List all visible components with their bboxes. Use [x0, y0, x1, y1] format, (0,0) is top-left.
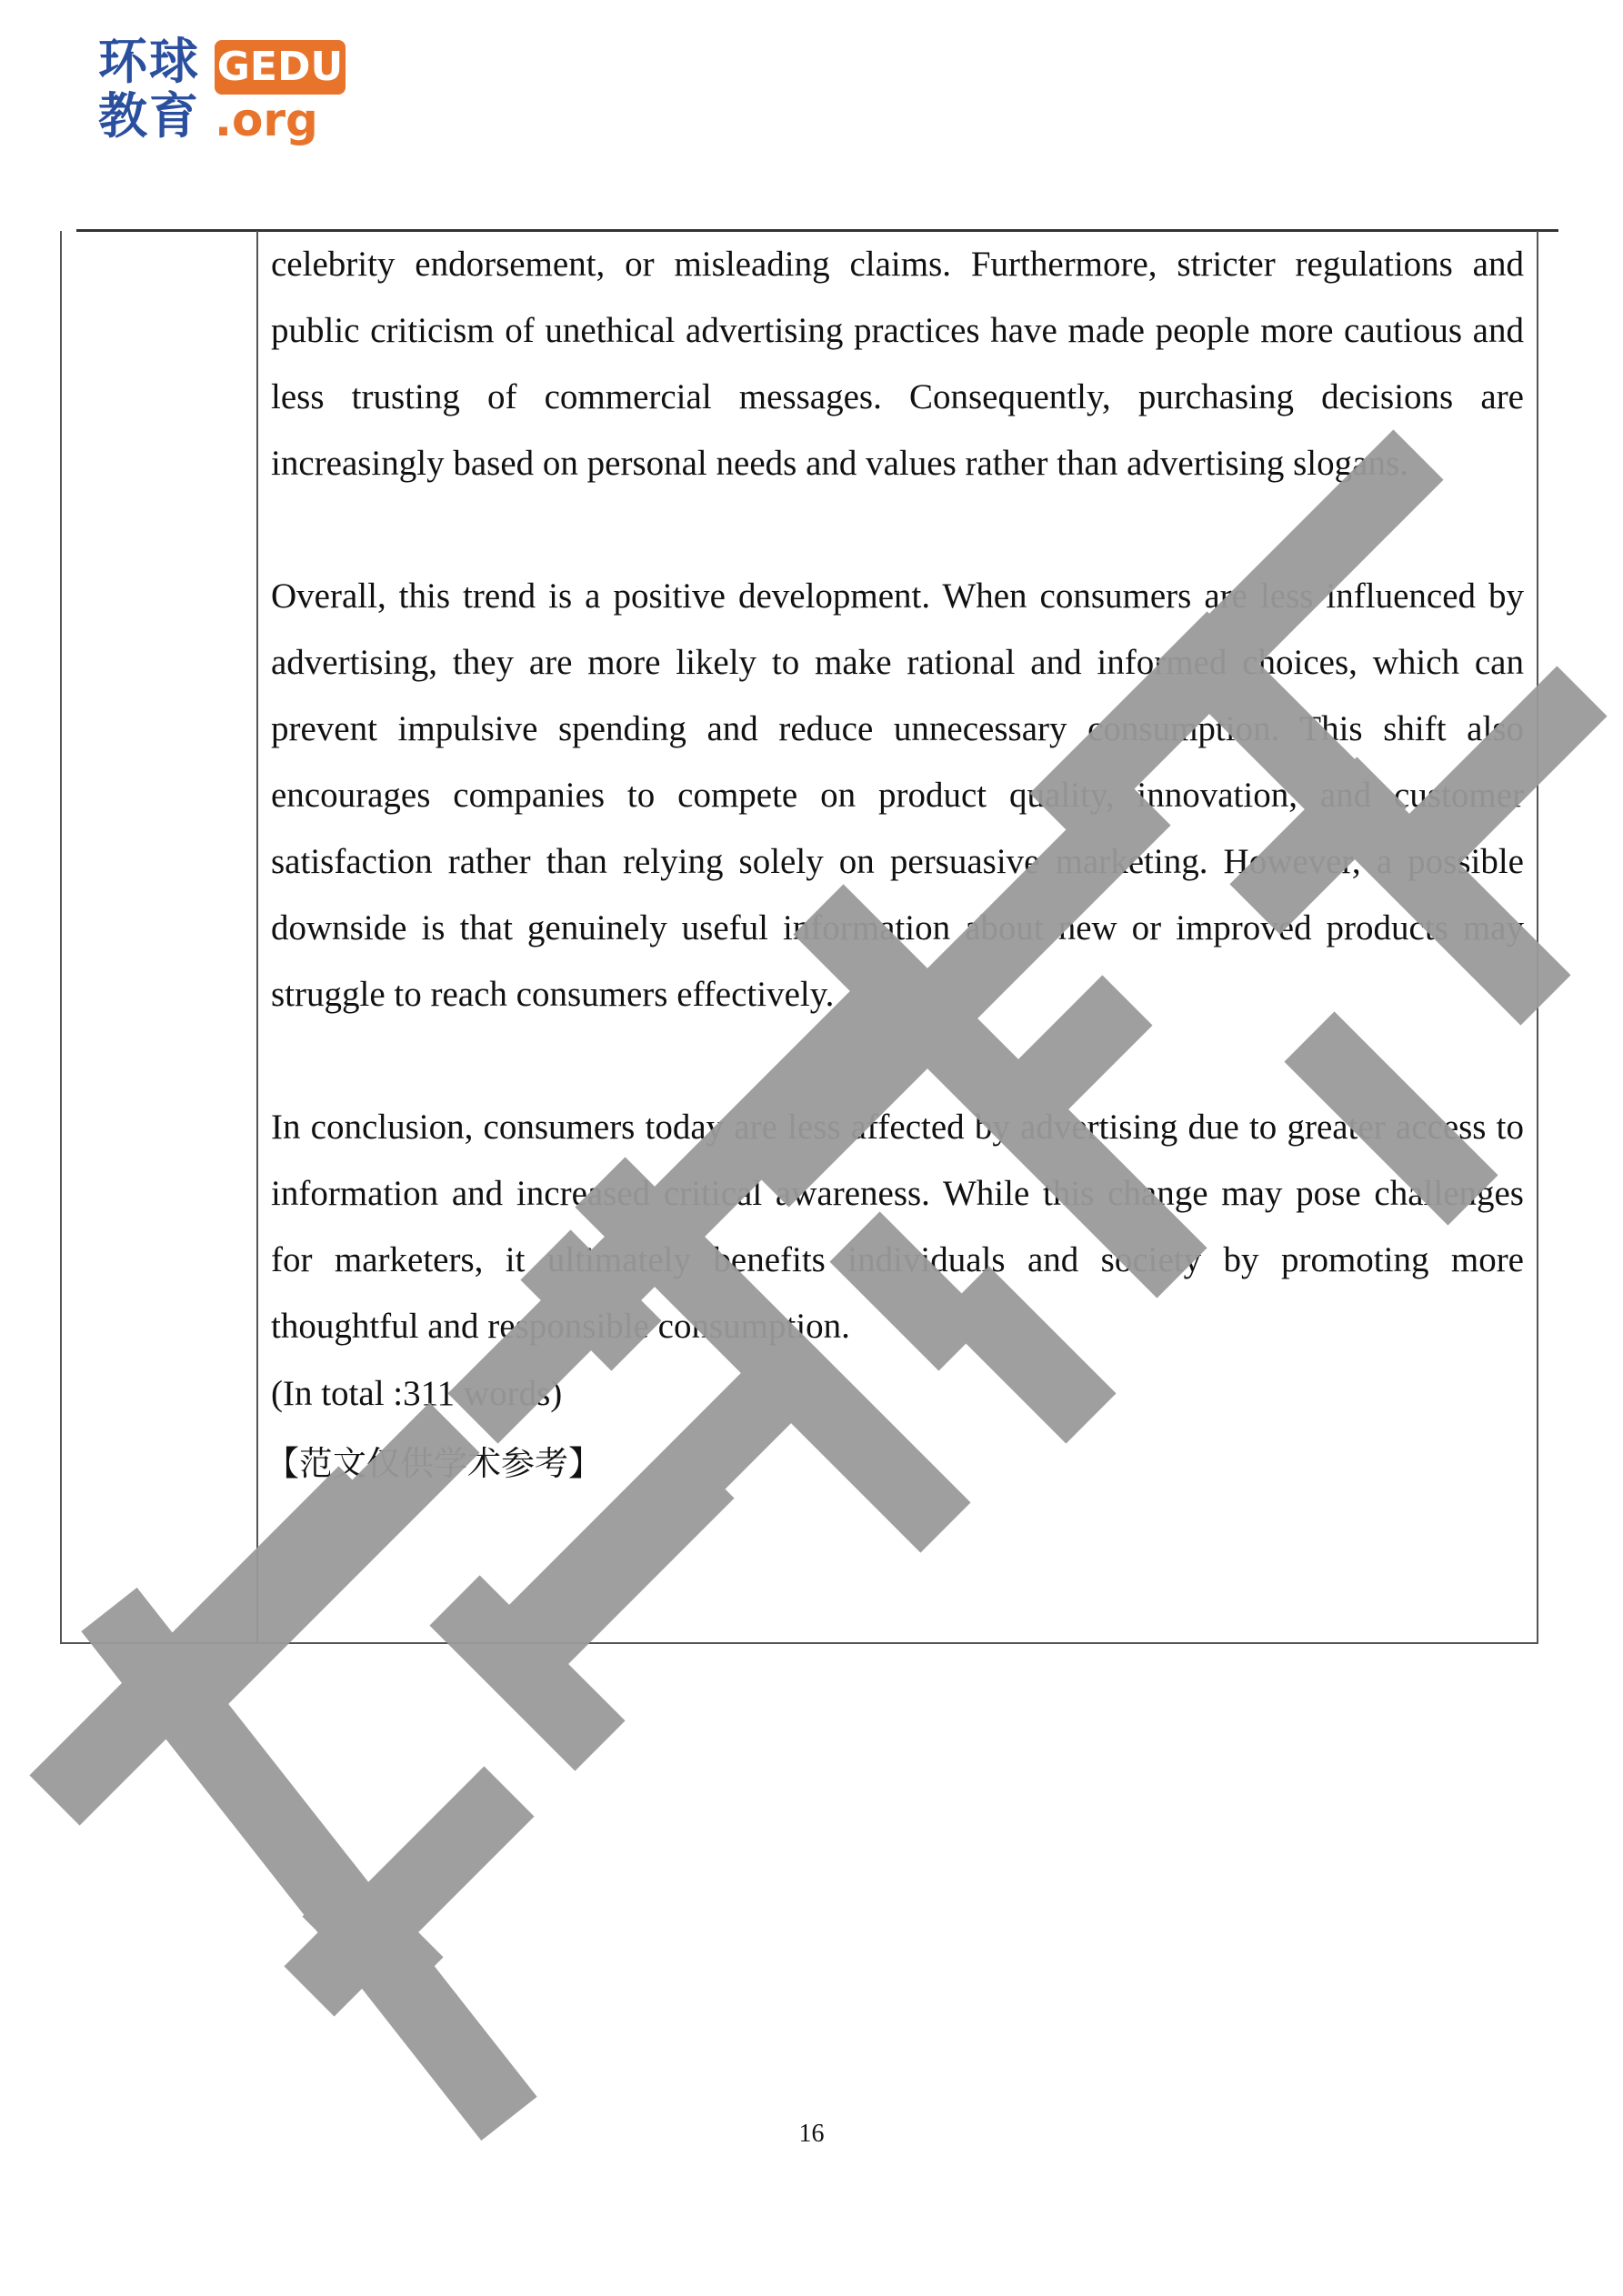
gedu-logo	[98, 35, 353, 144]
essay-paragraph-2: Overall, this trend is a positive development. When consumers are less influenced by advertising, they are more likely to make rational and informed choices, which can prevent impulsive spending and reduce unnecessary consumption. This shift also encourages companies to compete on product quality, innovation, and customer satisfaction rather than relying solely on persuasive marketing. However, a possible downside is that genuinely useful information about new or improved products may struggle to reach consumers effectively.	[271, 577, 1524, 1014]
page-number: 16	[798, 2120, 825, 2148]
logo-gedu-badge: GEDU	[215, 40, 346, 95]
paragraph-gap	[271, 496, 1524, 563]
paragraph-gap	[271, 1028, 1524, 1094]
reference-note: 【范文仅供学术参考】	[265, 1444, 602, 1483]
table-column-divider	[256, 231, 258, 1642]
essay-paragraph-3: In conclusion, consumers today are less affected by advertising due to greater access to information and increased critical awareness. While this change may pose challenges for marketers, it ultimately benefits individuals and society by promoting more thoughtful and responsible consumption.	[271, 1108, 1524, 1346]
essay-paragraph-1: celebrity endorsement, or misleading claims. Furthermore, stricter regulations and public criticism of unethical advertising practices have made people more cautious and less trusting of commercial messages. Consequently, purchasing decisions are increasingly based on personal needs and values rather than advertising slogans.	[271, 245, 1524, 483]
logo-chinese-text: 环球教育	[98, 33, 200, 145]
essay-content	[265, 231, 1524, 1500]
logo-org-text: .org	[215, 94, 318, 146]
word-count: (In total :311 words)	[271, 1374, 563, 1413]
